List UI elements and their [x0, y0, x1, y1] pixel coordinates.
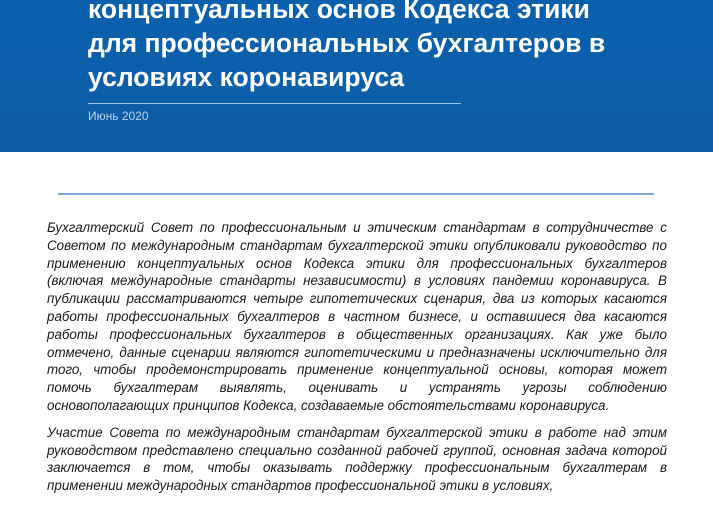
title-divider: [88, 103, 461, 104]
title-line: для профессиональных бухгалтеров в: [88, 28, 606, 58]
title-line: концептуальных основ Кодекса этики: [88, 0, 590, 24]
document-title: [88, 0, 668, 94]
title-line: условиях коронавируса: [88, 62, 405, 92]
paragraph: Бухгалтерский Совет по профессиональным и этическим стандартам в сотрудничестве с Советом по международным стандартам бухгалтерской этики опубликовали руководство по применению концептуальных основ Кодекса этики для профессиональных бухгалтеров (включая международные стандарты независимости) в условиях пандемии коронавируса. В публикации рассматриваются четыре гипотетических сценария, два из которых касаются работы профессиональных бухгалтеров в частном бизнесе, и оставшиеся два касаются работы профессиональных бухгалтеров в общественных организациях. Как уже было отмечено, данные сценарии являются гипотетическими и предназначены исключительно для того, чтобы продемонстрировать применение концептуальной основы, которая может помочь бухгалтерам выявлять, оценивать и устранять угрозы соблюдению основополагающих принципов Кодекса, создаваемые обстоятельствами коронавируса.: [47, 220, 667, 413]
paragraph: Участие Совета по международным стандартам бухгалтерской этики в работе над этим руководством представлено специально созданной рабочей группой, основная задача которой заключается в том, чтобы оказывать поддержку профессиональным бухгалтерам в применении международных стандартов профессиональной этики в условиях,: [47, 424, 667, 494]
header-banner: [0, 0, 713, 152]
publication-date: Июнь 2020: [88, 109, 149, 123]
body-text: [47, 219, 667, 504]
section-divider: [58, 193, 654, 195]
